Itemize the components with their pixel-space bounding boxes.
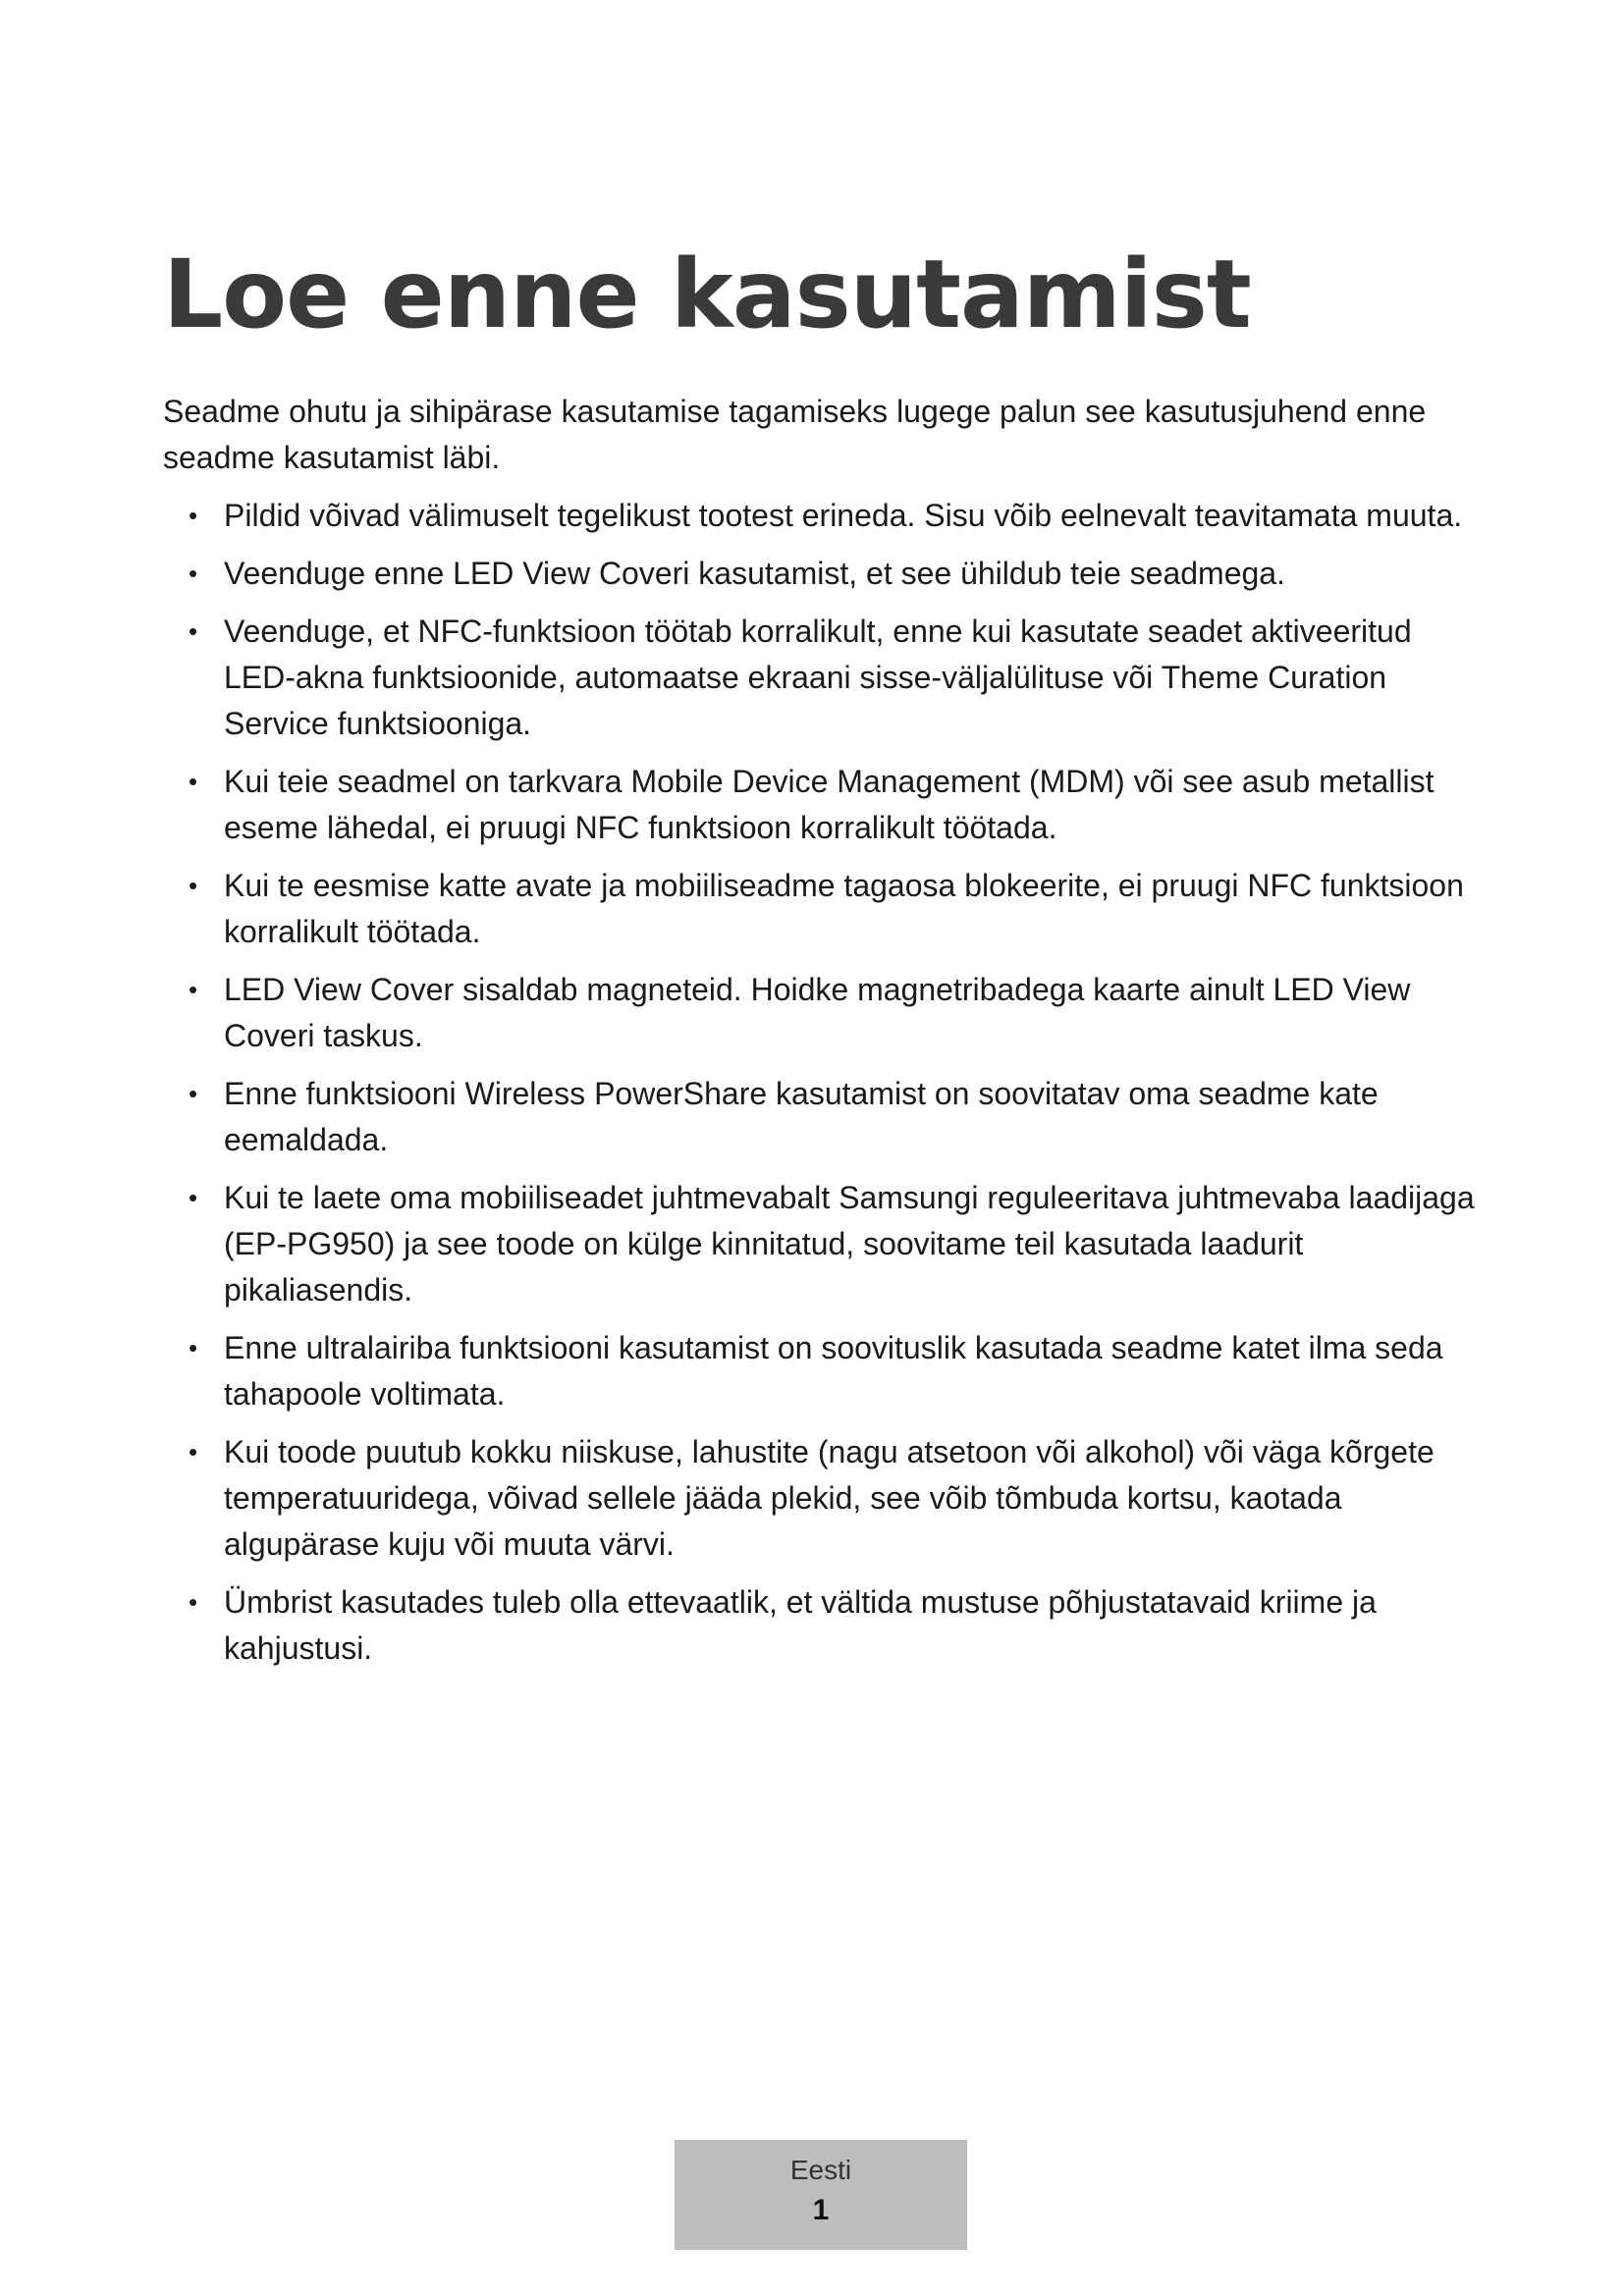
- list-item-text: Kui teie seadmel on tarkvara Mobile Device Management (MDM) või see asub metallist eseme lähedal, ei pruugi NFC funktsioon korralikult töötada.: [224, 764, 1435, 845]
- bullet-icon: •: [189, 1333, 198, 1362]
- list-item: [163, 493, 1479, 539]
- list-item-text: Veenduge, et NFC-funktsioon töötab korralikult, enne kui kasutate seadet aktiveeritud LED-akna funktsioonide, automaatse ekraani sisse-väljalülituse või Theme Curation Service funktsiooniga.: [224, 614, 1412, 741]
- list-item-text: Veenduge enne LED View Coveri kasutamist, et see ühildub teie seadmega.: [224, 556, 1285, 591]
- bullet-icon: •: [189, 1079, 198, 1108]
- bullet-icon: •: [189, 501, 198, 530]
- page-footer: [675, 2140, 967, 2250]
- notice-list: [163, 493, 1479, 1683]
- bullet-icon: •: [189, 559, 198, 588]
- list-item-text: Kui toode puutub kokku niiskuse, lahustite (nagu atsetoon või alkohol) või väga kõrgete temperatuuridega, võivad sellele jääda plekid, see võib tõmbuda kortsu, kaotada algupärase kuju või muuta värvi.: [224, 1434, 1435, 1562]
- list-item: [163, 863, 1479, 955]
- list-item-text: Kui te laete oma mobiiliseadet juhtmevabalt Samsungi reguleeritava juhtmevaba laadijaga (EP-PG950) ja see toode on külge kinnitatud, soovitame teil kasutada laadurit pikaliasendis.: [224, 1180, 1475, 1308]
- bullet-icon: •: [189, 767, 198, 796]
- bullet-icon: •: [189, 1183, 198, 1212]
- list-item: [163, 1429, 1479, 1568]
- list-item: [163, 1071, 1479, 1163]
- footer-language: Eesti: [789, 2155, 852, 2185]
- list-item: [163, 609, 1479, 747]
- list-item: [163, 759, 1479, 851]
- list-item: [163, 967, 1479, 1059]
- list-item: [163, 551, 1479, 597]
- page-number: 1: [812, 2194, 830, 2226]
- list-item-text: Enne ultralairiba funktsiooni kasutamist on soovituslik kasutada seadme katet ilma seda tahapoole voltimata.: [224, 1330, 1443, 1412]
- list-item-text: LED View Cover sisaldab magneteid. Hoidke magnetribadega kaarte ainult LED View Coveri taskus.: [224, 972, 1411, 1053]
- bullet-icon: •: [189, 1587, 198, 1617]
- list-item: [163, 1325, 1479, 1417]
- list-item: [163, 1579, 1479, 1672]
- intro-paragraph: Seadme ohutu ja sihipärase kasutamise tagamiseks lugege palun see kasutusjuhend enne seadme kasutamist läbi.: [163, 394, 1427, 475]
- bullet-icon: •: [189, 616, 198, 646]
- list-item-text: Ümbrist kasutades tuleb olla ettevaatlik, et vältida mustuse põhjustatavaid kriime ja kahjustusi.: [224, 1584, 1377, 1666]
- list-item-text: Pildid võivad välimuselt tegelikust tootest erineda. Sisu võib eelnevalt teavitamata muuta.: [224, 498, 1463, 533]
- list-item: [163, 1175, 1479, 1313]
- page-title: Loe enne kasutamist: [163, 240, 1251, 349]
- list-item-text: Kui te eesmise katte avate ja mobiiliseadme tagaosa blokeerite, ei pruugi NFC funktsioon korralikult töötada.: [224, 868, 1464, 949]
- bullet-icon: •: [189, 871, 198, 900]
- bullet-icon: •: [189, 1437, 198, 1467]
- bullet-icon: •: [189, 975, 198, 1004]
- list-item-text: Enne funktsiooni Wireless PowerShare kasutamist on soovitatav oma seadme kate eemaldada.: [224, 1076, 1379, 1157]
